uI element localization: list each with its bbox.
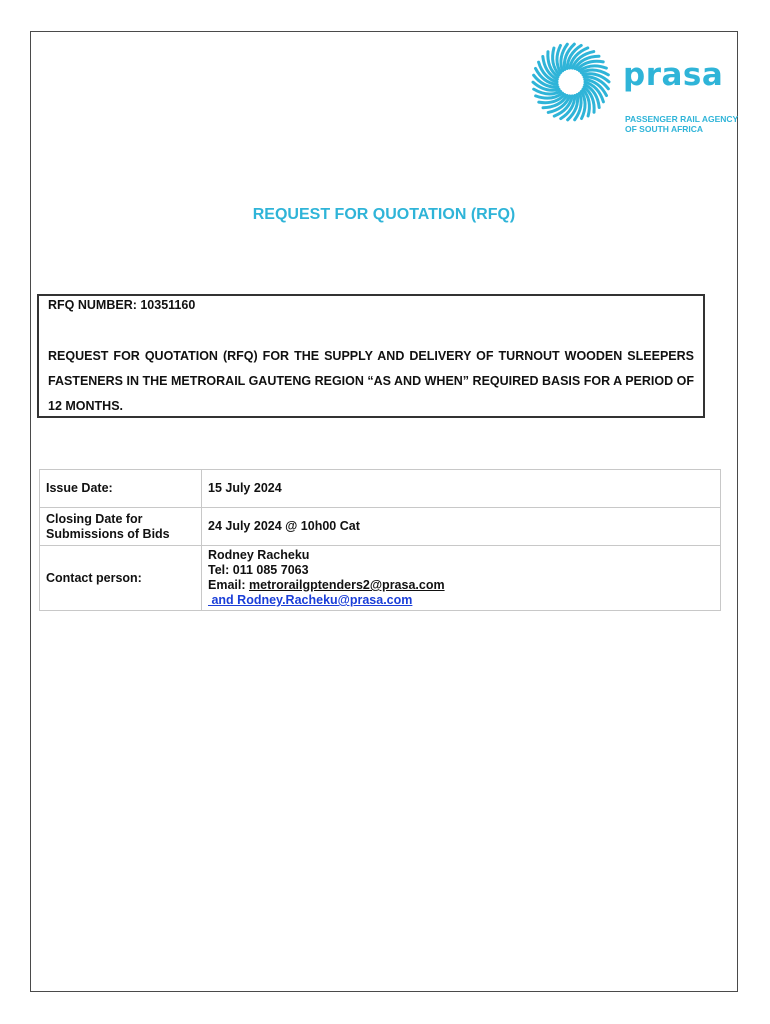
- logo-tagline-line2: OF SOUTH AFRICA: [625, 124, 704, 134]
- issue-date-value: 15 July 2024: [202, 470, 721, 508]
- logo-tagline-line1: PASSENGER RAIL AGENCY: [625, 114, 739, 124]
- contact-name: Rodney Racheku: [208, 548, 310, 562]
- closing-date-label: [40, 508, 202, 546]
- table-row: [40, 546, 721, 611]
- closing-date-value: 24 July 2024 @ 10h00 Cat: [202, 508, 721, 546]
- document-page: [30, 31, 738, 992]
- rfq-number: RFQ NUMBER: 10351160: [48, 298, 196, 312]
- closing-date-label-line1: Closing Date for: [46, 511, 143, 526]
- table-row: [40, 508, 721, 546]
- email-link-tenders[interactable]: metrorailgptenders2@prasa.com: [249, 578, 445, 592]
- email-link-rodney[interactable]: and Rodney.Racheku@prasa.com: [208, 593, 413, 607]
- closing-date-label-line2: Submissions of Bids: [46, 526, 170, 541]
- rfq-description: REQUEST FOR QUOTATION (RFQ) FOR THE SUPPLY AND DELIVERY OF TURNOUT WOODEN SLEEPERS FASTENERS IN THE METRORAIL GAUTENG REGION “AS AND WHEN” REQUIRED BASIS FOR A PERIOD OF 12 MONTHS.: [48, 349, 694, 413]
- logo-tagline: [625, 114, 738, 134]
- prasa-swirl-icon: [531, 38, 611, 126]
- contact-email-line: [208, 578, 714, 593]
- email-prefix: Email:: [208, 578, 249, 592]
- contact-details: [202, 546, 721, 611]
- contact-email-line2: [208, 593, 714, 608]
- prasa-logo: [531, 38, 739, 138]
- rfq-details-table: [39, 469, 721, 611]
- issue-date-label: Issue Date:: [40, 470, 202, 508]
- document-title: REQUEST FOR QUOTATION (RFQ): [252, 206, 516, 223]
- logo-wordmark: prasa: [623, 57, 724, 93]
- contact-label: Contact person:: [40, 546, 202, 611]
- contact-tel: Tel: 011 085 7063: [208, 563, 309, 577]
- rfq-summary-box: [37, 294, 705, 418]
- table-row: [40, 470, 721, 508]
